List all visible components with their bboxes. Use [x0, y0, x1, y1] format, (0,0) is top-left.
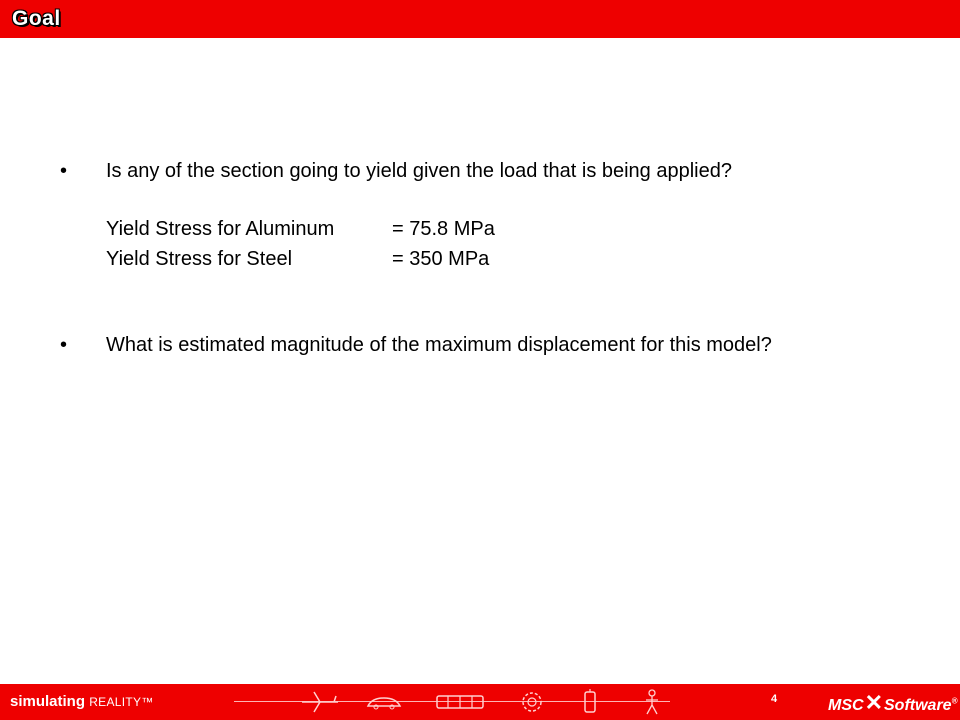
page-number: 4 [771, 693, 778, 705]
logo-x-icon: ✕ [864, 690, 883, 715]
question-displacement: What is estimated magnitude of the maximum displacement for this model? [106, 334, 772, 356]
phone-icon [580, 688, 600, 716]
train-icon [434, 688, 486, 716]
tagline-bold: simulating [10, 693, 86, 710]
yield-label-aluminum: Yield Stress for Aluminum [106, 218, 335, 240]
yield-value-steel: = 350 MPa [392, 248, 490, 270]
title-bar [0, 0, 960, 38]
msc-software-logo [828, 690, 957, 716]
yield-value-aluminum: = 75.8 MPa [392, 218, 495, 240]
airplane-icon [300, 688, 340, 716]
logo-reg: ® [951, 696, 958, 706]
bullet-1: • [60, 160, 68, 182]
logo-right: Software [884, 697, 952, 714]
logo-left: MSC [828, 697, 864, 714]
tagline-light: REALITY™ [89, 695, 154, 709]
slide-title: Goal [12, 7, 61, 30]
footer-bar [0, 684, 960, 720]
bullet-2: • [60, 334, 68, 356]
car-icon [364, 688, 404, 716]
question-yield: Is any of the section going to yield given the load that is being applied? [106, 160, 732, 182]
tagline [10, 693, 154, 710]
gear-icon [518, 688, 546, 716]
yield-label-steel: Yield Stress for Steel [106, 248, 293, 270]
person-icon [642, 688, 662, 716]
